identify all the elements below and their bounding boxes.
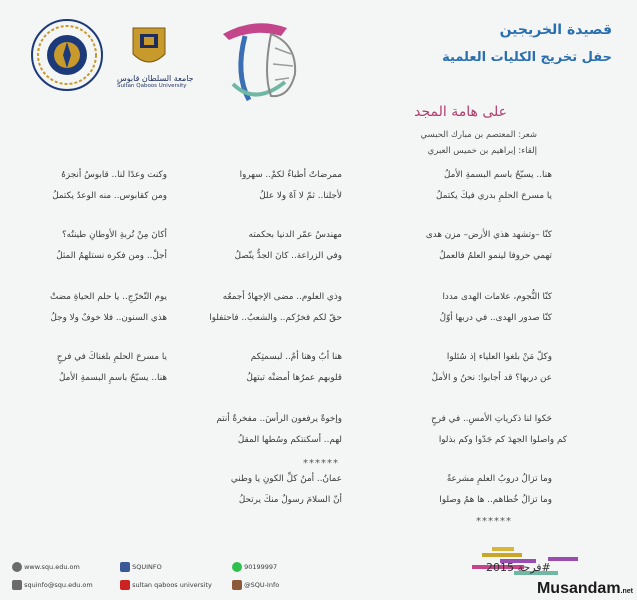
footer-email[interactable] (12, 580, 93, 590)
verse-line: يا مسرحَ الحلمِ بدري فيكَ يكتملُ (436, 191, 552, 201)
facebook-icon (120, 562, 130, 572)
verse-line: حَكوا لنا ذكرياتِ الأمسِ.. في فرحٍ (431, 414, 552, 424)
verse-line: كم واصلوا الجهدَ كم جَدّوا وكم بذلوا (438, 435, 567, 445)
globe-icon (12, 562, 22, 572)
verse-line: عمانُ.. أمنُ كلِّ الكونِ يا وطني (230, 474, 342, 484)
verse-line: وإخوةٌ يرفعون الرأسَ.. مفخرةٌ أنتم (216, 414, 342, 424)
whatsapp-icon (232, 562, 242, 572)
header-subtitle: حفل تخريج الكليات العلمية (442, 50, 612, 65)
header-title: قصيدة الخريجين (499, 22, 612, 38)
footer-whatsapp[interactable] (232, 562, 277, 572)
verse-line: عن دربها؟ قد أجابوا: نحنُ و الأملُ (431, 373, 552, 383)
verse-line: يا مسرحَ الحلمِ بلغناكَ في فرحٍ (56, 352, 167, 362)
instagram-handle[interactable]: @SQU-Info (244, 581, 280, 589)
national-seal-logo (30, 18, 104, 92)
email-link[interactable]: squinfo@squ.edu.om (24, 581, 93, 589)
verse-line: هنا أبٌ وهنا أمٌ.. لبسمتِكم (250, 352, 342, 362)
verse-line: هنا.. يسبّحُ باسمِ البسمةِ الأملُ (59, 373, 167, 383)
brand-watermark (537, 580, 633, 598)
facebook-handle[interactable]: SQUINFO (132, 563, 162, 571)
footer-facebook[interactable] (120, 562, 162, 572)
verse-line: أجلْ.. ومن فكره نستلهمُ المثلُ (56, 251, 167, 261)
celebration-banner (452, 545, 592, 581)
reciter-credit: إلقاء: إبراهيم بن خميس العبري (427, 146, 537, 156)
poem-title: على هامة المجد (414, 104, 507, 120)
footer-instagram[interactable] (232, 580, 279, 590)
poet-credit: شعر: المعتصم بن مبارك الحبسي (420, 130, 537, 140)
squ-name-en: Sultan Qaboos University (117, 83, 187, 89)
verse-line: كنّا صدور الهدى.. في دربها أوّلُ (439, 313, 552, 323)
squ-logo (117, 24, 194, 96)
verse-line: أكانَ مِنْ تُربةِ الأوطانِ طينتُه؟ (61, 230, 167, 240)
brand-name: Musandam (536, 580, 621, 597)
verse-separator: ****** (476, 516, 512, 527)
verse-line: قلوبهم عمرُها أمضتْه تبتهلُ (246, 373, 342, 383)
website-link[interactable]: www.squ.edu.om (24, 563, 80, 571)
verse-line: هنا.. يسبّحُ باسم البسمةِ الأملُ (444, 170, 552, 180)
verse-line: ومن كقابوس.. منه الوعدُ يكتملُ (52, 191, 167, 201)
verse-line: وذي العلوم.. مضى الإجهادُ أجمعُه (222, 292, 342, 302)
verse-line: وكلّ مَنْ بلغوا العلياء إذ سُئلوا (446, 352, 552, 362)
verse-line: لهم.. أسكنتكم وسُطها المقلُ (237, 435, 342, 445)
verse-line: يوم التّخرّجِ.. يا حلم الحياةِ مضتْ (49, 292, 167, 302)
verse-line: تهمي حروفا لينمو العلمُ فالعملُ (439, 251, 552, 261)
verse-line: أنّ السلامَ رسولٌ منكَ يرتحلُ (238, 495, 342, 505)
year-hashtag: #فرحة 2015 (486, 561, 551, 574)
verse-line: وفي الزراعة.. كانَ الجدُّ يتّصلُ (234, 251, 342, 261)
verse-line: لأجلنا.. ثمّ لا آهٌ ولا عللُ (259, 191, 342, 201)
verse-line: هذي السنون.. فلا خوفٌ ولا وجلُ (50, 313, 167, 323)
squ-name-ar: جامعة السلطان قابوس (117, 74, 194, 83)
verse-line: وكنت وعدًا لنا.. قابوسُ أنجزهُ (61, 170, 167, 180)
youtube-icon (120, 580, 130, 590)
instagram-icon (232, 580, 242, 590)
verse-line: مهندسُ عمّر الدنيا بحكمته (248, 230, 342, 240)
brand-suffix: .net (620, 588, 633, 595)
verse-line: كنّا النُّجوم، علامات الهدى مددا (442, 292, 552, 302)
mail-icon (12, 580, 22, 590)
youtube-handle[interactable]: sultan qaboos university (132, 581, 212, 589)
footer-youtube[interactable] (120, 580, 212, 590)
phone-number[interactable]: 90199997 (244, 563, 278, 571)
verse-separator: ****** (303, 458, 339, 469)
verse-line: حقّ لكم فخرُكم.. والشعبُ.. فاحتفلوا (209, 313, 342, 323)
verse-line: ممرضاتٌ أطباءٌ لكمْ.. سهروا (239, 170, 342, 180)
verse-line: كنّا –وتشهد هذي الأرض– مزن هدى (425, 230, 552, 240)
footer-web[interactable] (12, 562, 80, 572)
verse-line: وما تزالُ خُطاهم.. ها همُ وصلوا (439, 495, 552, 505)
graduation-event-logo (215, 14, 305, 110)
verse-line: وما تزالُ دروبُ العلمِ مشرعةً (446, 474, 552, 484)
